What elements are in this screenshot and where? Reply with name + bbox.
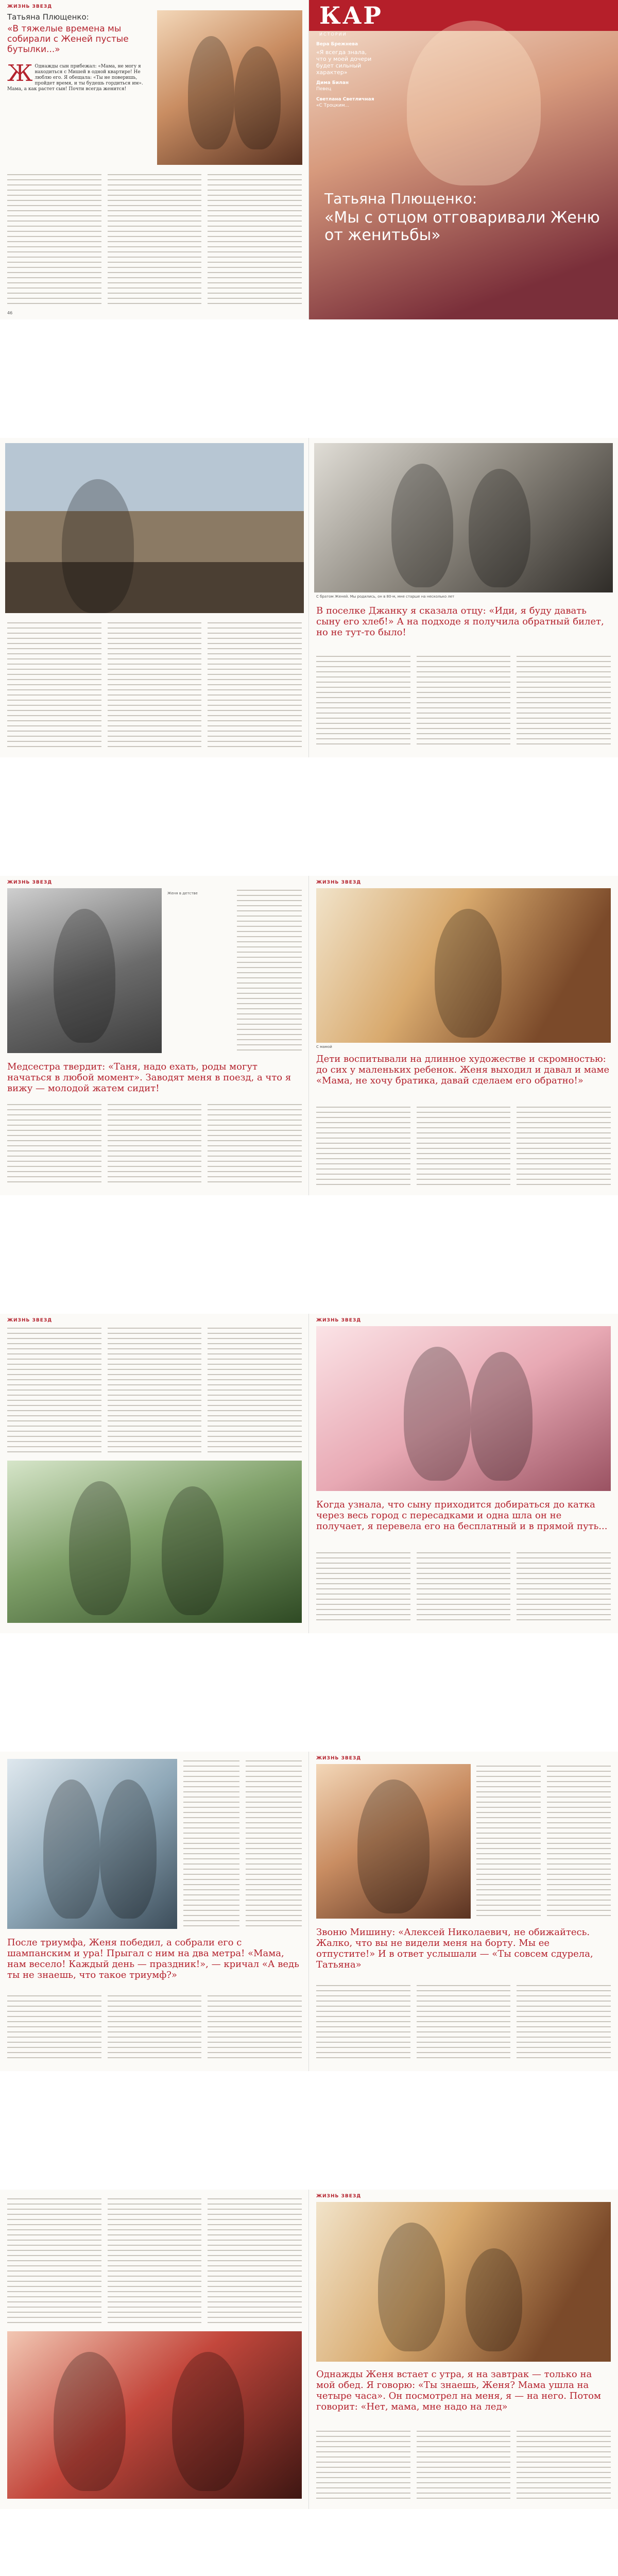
text-column [517, 654, 611, 747]
text-column [316, 1105, 410, 1185]
photo-figure [188, 36, 234, 149]
photo-figure [435, 909, 502, 1038]
article-body [7, 173, 302, 307]
article-body [7, 1326, 302, 1455]
photo-figure [54, 2352, 126, 2491]
text-column [246, 1759, 302, 1929]
page-number: 46 [7, 311, 13, 315]
photo-costume [7, 2331, 302, 2499]
page-3-right [309, 876, 618, 1195]
headline-quote: «Мы с отцом отговаривали Женю от женитьбы» [324, 209, 600, 244]
text-column [108, 2197, 202, 2326]
text-column [108, 1326, 202, 1455]
spread-6 [0, 2190, 618, 2509]
photo-figure [54, 909, 115, 1043]
photo-caption: Женя в детстве [167, 891, 198, 895]
text-column [417, 654, 511, 747]
text-column [316, 1984, 410, 2061]
page-6-left [0, 2190, 309, 2509]
photo-figure [357, 1780, 430, 1913]
photo-family-bw [314, 443, 613, 592]
spread-1 [0, 0, 618, 319]
cover-line: Вера Брежнева [316, 42, 358, 47]
article-body [7, 621, 302, 747]
photo-mother-portrait [316, 888, 611, 1043]
text-column [7, 1994, 101, 2061]
rubric-label: ЖИЗНЬ ЗВЕЗД [316, 1318, 362, 1323]
pull-quote: После триумфа, Женя победил, а собрали его с шампанским и ура! Прыгал с ним на два метра! «Мама, нам весело! Каждый день — праздник!», — кричал «А ведь ты не знаешь, что такое триумф?» [7, 1937, 299, 1980]
rubric-label: ЖИЗНЬ ЗВЕЗД [7, 1318, 53, 1323]
text-column [316, 654, 410, 747]
text-column [7, 1103, 101, 1185]
article-body [316, 1105, 611, 1185]
article-body [7, 1994, 302, 2061]
text-column [208, 1326, 302, 1455]
article-body [7, 1103, 302, 1185]
text-column [7, 173, 101, 307]
text-column [208, 1994, 302, 2061]
page-2-right [309, 438, 618, 757]
photo-wedding [7, 1759, 177, 1929]
rubric-label: ЖИЗНЬ ЗВЕЗД [316, 2194, 362, 2199]
cover-line: «С Троцким... [316, 103, 350, 108]
article-body [183, 1759, 302, 1929]
headline-name: Татьяна Плющенко: [324, 190, 477, 207]
photo-mother-son [157, 10, 302, 165]
text-column [417, 1105, 511, 1185]
cover-line: Дима Билан [316, 80, 349, 86]
article-title: «В тяжелые времена мы собирали с Женей пустые бутылки...» [7, 24, 129, 55]
pull-quote: В поселке Джанку я сказала отцу: «Иди, я буду давать сыну его хлеб!» А на подходе я получила обратный билет, но не тут-то было! [316, 605, 604, 638]
photo-figure [100, 1780, 157, 1919]
article-body [316, 654, 611, 747]
text-column [316, 1551, 410, 1623]
spread-4 [0, 1314, 618, 1633]
photo-figure [469, 469, 530, 587]
photo-figure [391, 464, 453, 587]
article-body [316, 1551, 611, 1623]
article-body [7, 2197, 302, 2326]
pull-quote: Звоню Мишину: «Алексей Николаевич, не обижайтесь. Жалко, что вы не видели меня на борту. Мы ее отпустите!» И в ответ услышали — «Ты совсем сдурела, Татьяна» [316, 1927, 593, 1970]
text-column [208, 173, 302, 307]
photo-figure [378, 2223, 445, 2351]
photo-figure [404, 1347, 471, 1481]
spread-5 [0, 1752, 618, 2071]
photo-figure [69, 1481, 131, 1615]
page-1-right [309, 0, 618, 319]
page-4-left [0, 1314, 309, 1633]
cover-headline [324, 191, 603, 244]
article-body [237, 888, 302, 1053]
photo-figure [62, 479, 134, 613]
page-1-left [0, 0, 309, 319]
cover-line: Певец [316, 87, 332, 92]
photo-couple [316, 1326, 611, 1491]
text-column [517, 1984, 611, 2061]
photo-figure [466, 2248, 522, 2351]
page-3-left [0, 876, 309, 1195]
article-body [476, 1764, 611, 1919]
rubric-label: ЖИЗНЬ ЗВЕЗД [316, 880, 362, 885]
text-column [316, 2429, 410, 2499]
text-column [547, 1764, 611, 1919]
text-column [183, 1759, 239, 1929]
page-6-right [309, 2190, 618, 2509]
drop-cap: Ж [7, 60, 33, 87]
photo-caption: С мамой [316, 1045, 332, 1049]
photo-family-children [316, 2202, 611, 2362]
article-body [316, 2429, 611, 2499]
rubric-label: ЖИЗНЬ ЗВЕЗД [316, 1756, 362, 1761]
pull-quote: Когда узнала, что сыну приходится добираться до катка через весь город с пересадками и одна шла он не получает, я перевела его на бесплатный и в прямой путь... [316, 1499, 608, 1532]
cover-lines [316, 41, 378, 109]
pull-quote: Медсестра твердит: «Таня, надо ехать, роды могут начаться в любой момент». Заводят меня в поезд, а что я вижу — молодой жатем сидит! [7, 1061, 291, 1094]
text-column [108, 621, 202, 747]
masthead-subtitle: ИСТОРИИ [319, 32, 347, 37]
cover-line: «Я всегда знала, что у моей дочери будет сильный характер» [316, 49, 372, 76]
article-body [316, 1984, 611, 2061]
text-column [7, 621, 101, 747]
photo-figure [234, 46, 281, 149]
text-column [208, 2197, 302, 2326]
photo-child-bw [7, 888, 162, 1053]
photo-figure [172, 2352, 244, 2491]
page-2-left [0, 438, 309, 757]
masthead-text: КАР [319, 2, 383, 29]
text-column [517, 1105, 611, 1185]
photo-figure [162, 1486, 224, 1615]
text-column [7, 2197, 101, 2326]
cover-line: Светлана Светличная [316, 97, 374, 102]
article-heading [7, 12, 151, 55]
photo-city-bridge [5, 443, 304, 613]
text-column [108, 1994, 202, 2061]
text-column [208, 1103, 302, 1185]
text-column [476, 1764, 541, 1919]
photo-caption: С братом Женей. Мы родились, он в 80-м, мне старше на несколько лет [316, 595, 455, 599]
pull-quote: Дети воспитывали на длинное художестве и скромностью: до сих у маленьких ребенок. Женя выходил и давал и маме «Мама, не хочу братика, давай сделаем его обратно!» [316, 1054, 610, 1086]
text-column [7, 1326, 101, 1455]
rubric-label: ЖИЗНЬ ЗВЕЗД [7, 880, 53, 885]
text-column [237, 888, 302, 1053]
page-4-right [309, 1314, 618, 1633]
text-column [417, 2429, 511, 2499]
pull-quote: Однажды Женя встает с утра, я на завтрак — только на мой обед. Я говорю: «Ты знаешь, Женя? Мама ушла на четыре часа». Он посмотрел на меня, я — на него. Потом говорит: «Нет, мама, мне надо на лед» [316, 2369, 601, 2412]
intro-text: Однажды сын прибежал: «Мама, не могу я находиться с Мишей в одной квартире! Не люблю его. Я обещала: «Ты не поверишь, пройдет время, и ты будешь гордиться им». Мама, а как растет сын! Почти всегда женится! [7, 64, 143, 92]
photo-family-outdoor [7, 1461, 302, 1623]
spread-2 [0, 438, 618, 757]
text-column [208, 621, 302, 747]
cover-portrait [407, 21, 541, 185]
spread-3 [0, 876, 618, 1195]
text-column [417, 1551, 511, 1623]
photo-figure [471, 1352, 533, 1481]
article-intro [7, 60, 151, 92]
page-5-right [309, 1752, 618, 2071]
photo-figure [43, 1780, 100, 1919]
text-column [108, 1103, 202, 1185]
text-column [417, 1984, 511, 2061]
text-column [108, 173, 202, 307]
rubric-label: ЖИЗНЬ ЗВЕЗД [7, 4, 53, 9]
text-column [517, 1551, 611, 1623]
text-column [517, 2429, 611, 2499]
article-author: Татьяна Плющенко: [7, 12, 89, 22]
page-5-left [0, 1752, 309, 2071]
photo-portrait-woman [316, 1764, 471, 1919]
